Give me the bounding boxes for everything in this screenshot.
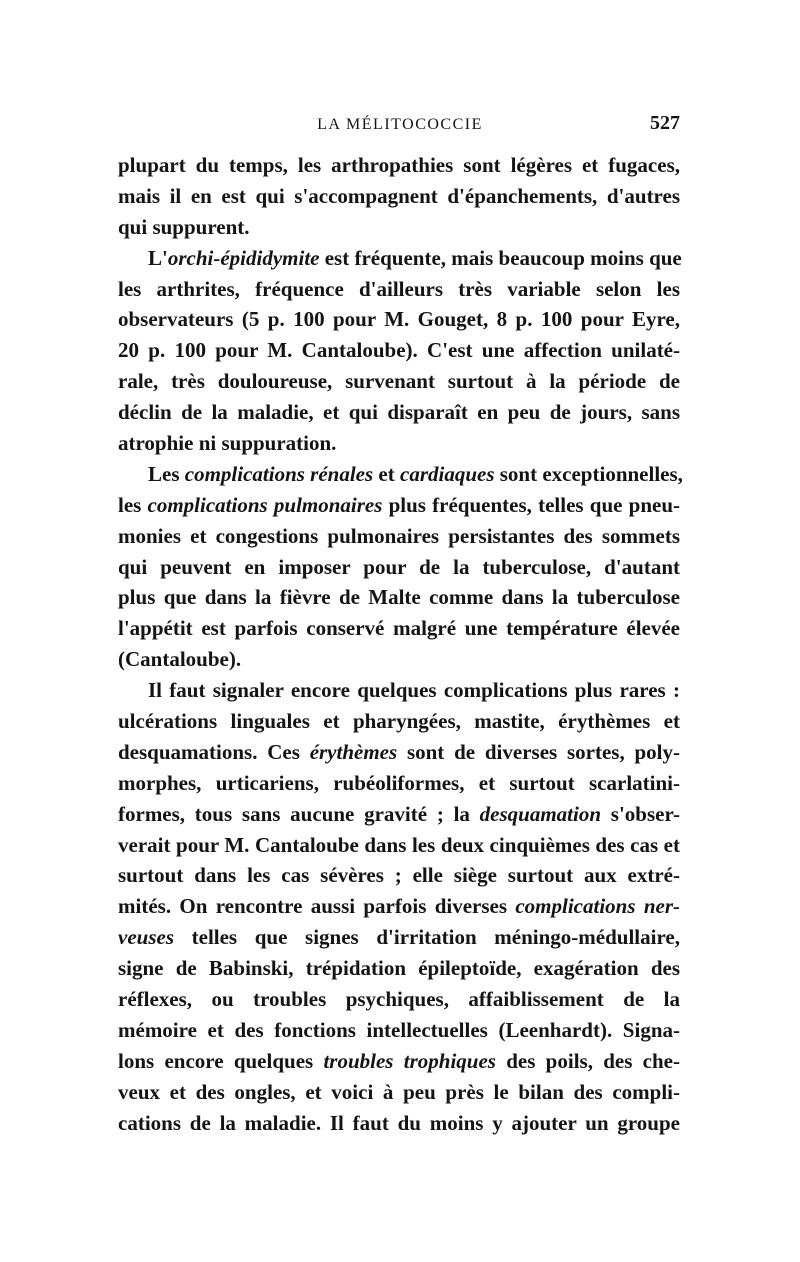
text-run: formes, tous sans aucune gravité ; la [118,801,480,826]
text-run: sont de diverses sortes, poly- [397,739,680,764]
text-run: mais il en est qui s'accompagnent d'épanchements, d'autres [118,183,680,208]
text-line [118,582,680,613]
page-number: 527 [650,112,680,134]
text-line [118,644,680,675]
text-line [118,552,680,583]
text-run: plus que dans la fièvre de Malte comme dans la tuberculose [118,585,680,610]
text-line [118,1046,680,1077]
text-run: L' [148,245,168,270]
text-run: monies et congestions pulmonaires persistantes des sommets [118,523,680,548]
text-run: l'appétit est parfois conservé malgré une température élevée [118,616,680,641]
text-line [118,830,680,861]
text-line [118,1108,680,1139]
text-line [118,274,680,305]
text-line [118,953,680,984]
italic-term: veuses [118,925,174,950]
text-run: réflexes, ou troubles psychiques, affaiblissement de la [118,987,680,1012]
text-run: plupart du temps, les arthropathies sont légères et fugaces, [118,153,680,177]
text-line [118,397,680,428]
text-run: sont exceptionnelles, [494,461,683,486]
text-run: signe de Babinski, trépidation épileptoïde, exagération des [118,956,680,981]
text-run: 20 p. 100 pour M. Cantaloube). C'est une affection unilaté- [118,338,680,363]
text-line [118,984,680,1015]
italic-term: cardiaques [400,461,495,486]
text-line [118,212,680,243]
text-line [118,860,680,891]
text-run: (Cantaloube). [118,647,242,672]
text-run: atrophie ni suppuration. [118,431,337,456]
italic-term: troubles trophiques [323,1048,496,1073]
text-line [118,1077,680,1108]
text-run: est fréquente, mais beaucoup moins que [319,245,682,270]
text-line [118,922,680,953]
italic-term: érythèmes [309,739,398,764]
text-line [118,335,680,366]
text-run: Les [148,461,185,486]
text-line [118,1015,680,1046]
text-run: Il faut signaler encore quelques complications plus rares : [148,678,680,703]
text-line [118,675,680,706]
text-line [118,428,680,459]
text-run: déclin de la maladie, et qui disparaît en peu de jours, sans [118,400,680,425]
text-run: plus fréquentes, telles que pneu- [382,492,680,517]
running-title: LA MÉLITOCOCCIE [317,116,483,133]
text-run: et [373,461,400,486]
text-line [118,181,680,212]
text-line [118,613,680,644]
text-run: rale, très douloureuse, survenant surtout à la période de [118,369,680,394]
text-run: cations de la maladie. Il faut du moins y ajouter un groupe [118,1110,680,1135]
text-run: morphes, urticariens, rubéoliformes, et surtout scarlatini- [118,770,680,795]
italic-term: complications pulmonaires [147,492,383,517]
text-line [118,768,680,799]
italic-term: desquamation [479,801,602,826]
text-line [118,490,680,521]
text-line [118,737,680,768]
text-run: mités. On rencontre aussi parfois diverses [118,894,516,919]
italic-term: orchi-épididymite [167,245,320,270]
text-line [118,521,680,552]
text-run: qui peuvent en imposer pour de la tuberculose, d'autant [118,554,680,579]
text-line [118,366,680,397]
text-run: verait pour M. Cantaloube dans les deux cinquièmes des cas et [118,832,680,857]
text-run: les arthrites, fréquence d'ailleurs très variable selon les [118,276,680,301]
text-run: ulcérations linguales et pharyngées, mastite, érythèmes et [118,709,680,734]
text-run: mémoire et des fonctions intellectuelles (Leenhardt). Signa- [118,1017,680,1042]
text-run: qui suppurent. [118,214,250,239]
text-line [118,304,680,335]
text-run: s'obser- [601,801,680,826]
text-line [118,150,680,181]
text-run: surtout dans les cas sévères ; elle siège surtout aux extré- [118,863,680,888]
italic-term: complications ner- [515,894,680,919]
text-run: desquamations. Ces [118,739,310,764]
page-header [120,112,680,142]
text-run: des poils, des che- [495,1048,680,1073]
text-run: observateurs (5 p. 100 pour M. Gouget, 8 p. 100 pour Eyre, [118,307,680,332]
body-text [118,150,683,1139]
text-line [118,459,683,490]
text-run: lons encore quelques [118,1048,324,1073]
text-run: veux et des ongles, et voici à peu près le bilan des compli- [118,1079,680,1104]
text-line [118,706,680,737]
text-line [118,891,680,922]
text-run: telles que signes d'irritation méningo-médullaire, [174,925,680,950]
italic-term: complications rénales [184,461,374,486]
text-line [118,243,680,274]
text-line [118,799,680,830]
text-run: les [118,492,148,517]
